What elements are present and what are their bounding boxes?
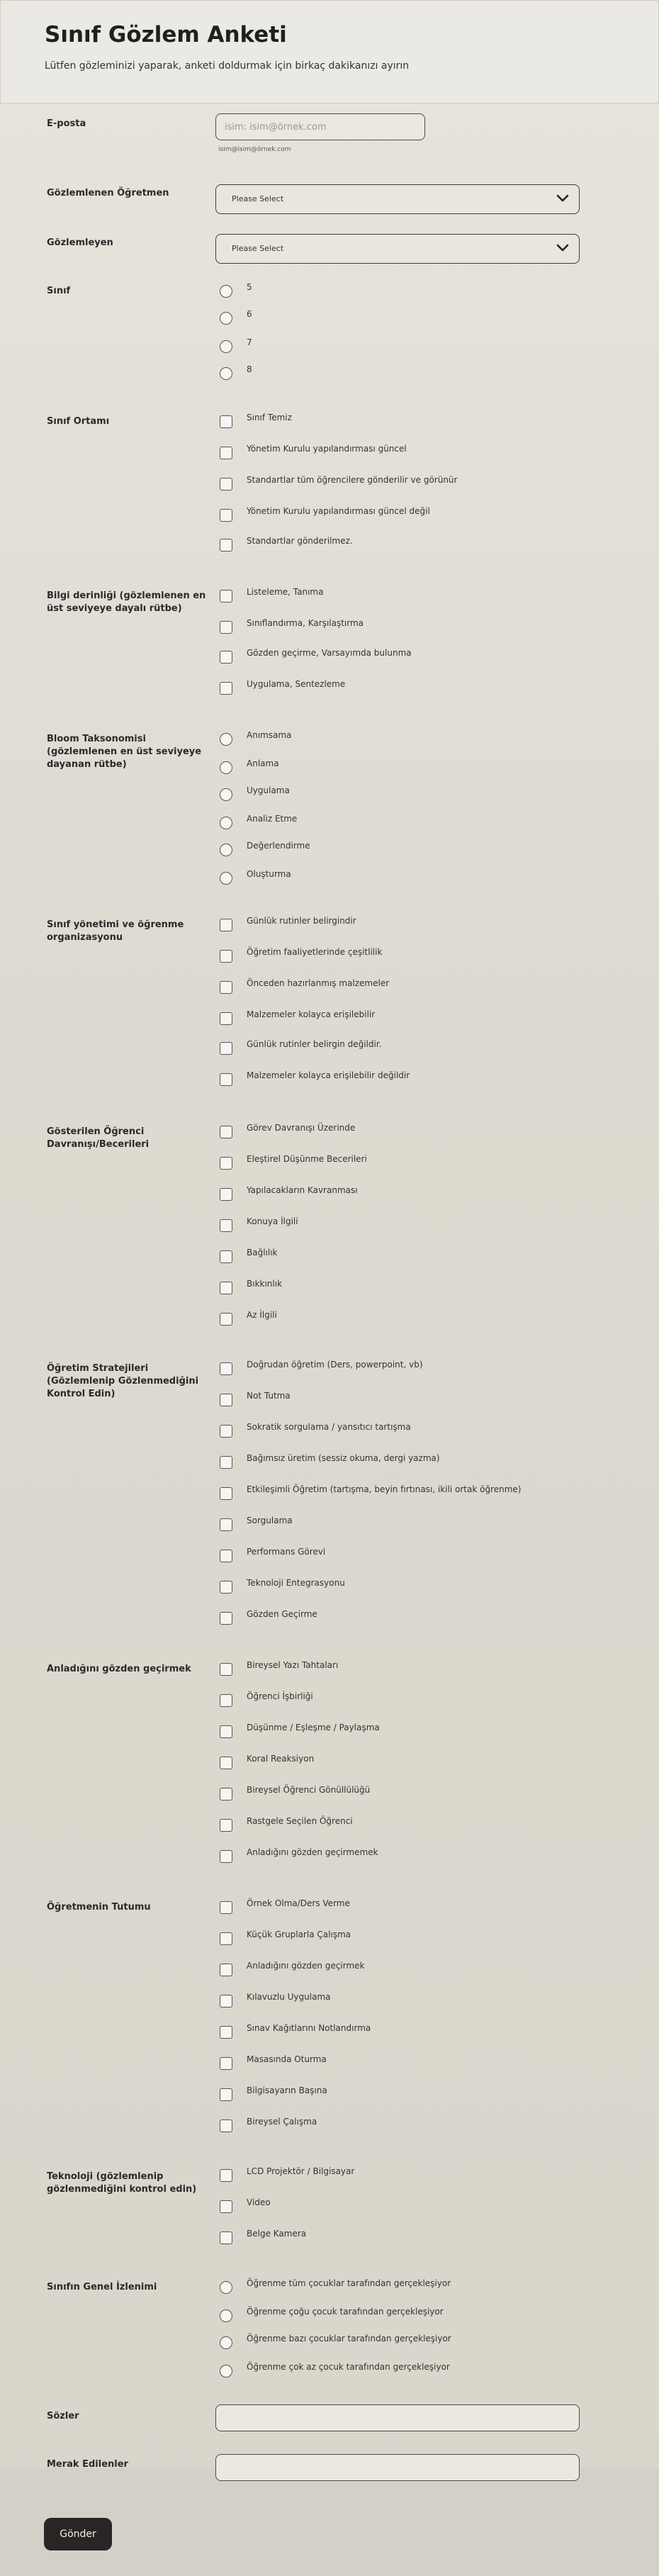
curious-label: Merak Edilenler [47, 2459, 128, 2470]
checkbox[interactable] [220, 1819, 232, 1832]
radio-button[interactable] [220, 367, 232, 380]
comments-label: Sözler [47, 2411, 79, 2421]
checkbox[interactable] [220, 1219, 232, 1232]
observed-teacher-value: Please Select [232, 194, 284, 203]
radio-button[interactable] [220, 817, 232, 829]
checkbox[interactable] [220, 919, 232, 931]
checkbox[interactable] [220, 1126, 232, 1138]
observer-label: Gözlemleyen [47, 237, 113, 248]
checkbox[interactable] [220, 682, 232, 695]
checkbox[interactable] [220, 590, 232, 603]
checkbox[interactable] [220, 981, 232, 994]
form-title: Sınıf Gözlem Anketi [45, 22, 287, 47]
checkbox[interactable] [220, 509, 232, 522]
radio-button[interactable] [220, 312, 232, 325]
checkbox[interactable] [220, 447, 232, 459]
radio-button[interactable] [220, 285, 232, 298]
radio-button[interactable] [220, 2365, 232, 2378]
checkbox[interactable] [220, 539, 232, 551]
checkbox[interactable] [220, 651, 232, 663]
checkbox[interactable] [220, 2231, 232, 2244]
checkbox[interactable] [220, 950, 232, 963]
form-description: Lütfen gözleminizi yaparak, anketi doldurmak için birkaç dakikanızı ayırın [45, 60, 410, 72]
observer-value: Please Select [232, 244, 284, 253]
checkbox[interactable] [220, 1518, 232, 1531]
radio-button[interactable] [220, 340, 232, 353]
curious-input[interactable] [215, 2454, 580, 2481]
checkbox[interactable] [220, 1964, 232, 1976]
checkbox[interactable] [220, 1788, 232, 1801]
checkbox[interactable] [220, 1487, 232, 1500]
checkbox[interactable] [220, 1250, 232, 1263]
technology-label: Teknoloji (gözlemlenip gözlenmediğini kontrol edin) [47, 2171, 197, 2195]
checkbox[interactable] [220, 1313, 232, 1326]
checkbox[interactable] [220, 1725, 232, 1738]
email-input[interactable] [215, 113, 425, 140]
chevron-down-icon [556, 243, 569, 253]
observer-select[interactable] [215, 234, 580, 264]
checkbox[interactable] [220, 1073, 232, 1086]
teacher-attitude-label: Öğretmenin Tutumu [47, 1902, 151, 1913]
email-sublabel: isim@isim@örnek.com [218, 146, 291, 153]
checkbox[interactable] [220, 1425, 232, 1438]
submit-button[interactable]: Gönder [44, 2518, 112, 2550]
class-mgmt-label: Sınıf yönetimi ve öğrenme organizasyonu [47, 919, 184, 943]
radio-button[interactable] [220, 788, 232, 801]
email-label: E-posta [47, 118, 86, 129]
checkbox[interactable] [220, 1694, 232, 1707]
radio-button[interactable] [220, 872, 232, 885]
observed-teacher-select[interactable] [215, 184, 580, 214]
checkbox[interactable] [220, 1456, 232, 1469]
chevron-down-icon [556, 194, 569, 203]
checkbox[interactable] [220, 1042, 232, 1055]
checkbox[interactable] [220, 1157, 232, 1170]
checkbox[interactable] [220, 1612, 232, 1625]
radio-button[interactable] [220, 844, 232, 856]
radio-button[interactable] [220, 2309, 232, 2322]
checkbox[interactable] [220, 2119, 232, 2132]
radio-button[interactable] [220, 2281, 232, 2294]
checkbox[interactable] [220, 1995, 232, 2007]
form-page: Sınıf Gözlem Anketi Lütfen gözleminizi yaparak, anketi doldurmak için birkaç dakikanızı ayırın E-posta isim: isim@örnek.com isim@isim@örnek.com Gözlemlenen Öğretmen Please Select Gözlemleyen Please Select Sınıf 5 6 7 8 Sınıf Ortamı Sınıf Temiz Yönetim Kurulu yapılandırması güncel Standartlar tüm öğrencilere gönderilir ve görünür Yönetim Kurulu yapılandırması güncel değil Standartlar gönderilmez. Bilgi derinliği (gözlemlenen en üst seviyeye dayalı rütbe) Listeleme, Tanıma Sınıflandırma, Karşılaştırma Gözden geçirme, Varsayımda bulunma Uygulama, Sentezleme Bloom Taksonomisi (gözlemlenen en üst seviyeye dayanan rütbe) Anımsama Anlama Uygulama Analiz Etme Değerlendirme Oluşturma Sınıf yönetimi ve öğrenme organizasyonu Günlük rutinler belirgindir Öğretim faaliyetlerinde çeşitlilik Önceden hazırlanmış malzemeler Malzemeler kolayca erişilebilir Günlük rutinler belirgin değildir. Malzemeler kolayca erişilebilir değildir Gösterilen Öğrenci Davranışı/Becerileri Görev Davranışı Üzerinde Eleştirel Düşünme Becerileri Yapılacakların Kavranması Konuya İlgili Bağlılık Bıkkınlık Az İlgili Öğretim Stratejileri (Gözlemlenip Gözlenmediğini Kontrol Edin) Doğrudan öğretim (Ders, powerpoint, vb) Not Tutma Sokratik sorgulama / yansıtıcı tartışma Bağımsız üretim (sessiz okuma, dergi yazma) Etkileşimli Öğretim (tartışma, beyin fırtınası, ikili ortak öğrenme) Sorgulama Performans Görevi Teknoloji Entegrasyonu Gözden Geçirme Anladığını gözden geçirmek Bireysel Yazı Tahtaları Öğrenci İşbirliği Düşünme / Eşleşme / Paylaşma Koral Reaksiyon Bireysel Öğrenci Gönüllülüğü Rastgele Seçilen Öğrenci Anladığını gözden geçirmemek Öğretmenin Tutumu Örnek Olma/Ders Verme Küçük Gruplarla Çalışma Anladığını gözden geçirmek Kılavuzlu Uygulama Sınav Kağıtlarını Notlandırma Masasında Oturma Bilgisayarın Başına Bireysel Çalışma Teknoloji (gözlemlenip gözlenmediğini kontrol edin) LCD Projektör / Bilgisayar Video Belge Kamera Sınıfın Genel İzlenimi Öğrenme tüm çocuklar tarafından gerçekleşiyor Öğrenme çoğu çocuk tarafından gerçekleşiyor Öğrenme bazı çocuklar tarafından gerçekleşiyor Öğrenme çok az çocuk tarafından gerçekleşiyor Sözler Merak Edilenler Gönder [0, 0, 659, 2576]
student-behavior-label: Gösterilen Öğrenci Davranışı/Becerileri [47, 1126, 150, 1150]
checkbox[interactable] [220, 1394, 232, 1406]
checkbox[interactable] [220, 1932, 232, 1945]
checkbox[interactable] [220, 1901, 232, 1914]
knowledge-depth-label: Bilgi derinliği (gözlemlenen en üst seviyeye dayalı rütbe) [47, 590, 206, 614]
checkbox[interactable] [220, 478, 232, 491]
checkbox[interactable] [220, 1550, 232, 1562]
checkbox[interactable] [220, 2026, 232, 2039]
checkbox[interactable] [220, 2057, 232, 2070]
grade-label: Sınıf [47, 286, 71, 296]
radio-button[interactable] [220, 761, 232, 774]
strategies-label: Öğretim Stratejileri (Gözlemlenip Gözlenmediğini Kontrol Edin) [47, 1363, 199, 1399]
checkbox[interactable] [220, 1362, 232, 1375]
radio-button[interactable] [220, 2336, 232, 2349]
checkbox[interactable] [220, 1850, 232, 1863]
checkbox[interactable] [220, 621, 232, 634]
checkbox[interactable] [220, 1188, 232, 1201]
checkbox[interactable] [220, 1581, 232, 1594]
bloom-label: Bloom Taksonomisi (gözlemlenen en üst seviyeye dayanan rütbe) [47, 734, 202, 770]
checkbox[interactable] [220, 1282, 232, 1294]
classroom-env-label: Sınıf Ortamı [47, 416, 110, 427]
checkbox[interactable] [220, 2088, 232, 2101]
comments-input[interactable] [215, 2404, 580, 2431]
checkbox[interactable] [220, 2200, 232, 2213]
general-label: Sınıfın Genel İzlenimi [47, 2282, 157, 2292]
review-label: Anladığını gözden geçirmek [47, 1664, 191, 1674]
checkbox[interactable] [220, 1012, 232, 1025]
checkbox[interactable] [220, 1663, 232, 1676]
radio-button[interactable] [220, 733, 232, 746]
form-header [0, 0, 659, 103]
checkbox[interactable] [220, 2169, 232, 2182]
checkbox[interactable] [220, 1757, 232, 1769]
observed-teacher-label: Gözlemlenen Öğretmen [47, 188, 169, 198]
checkbox[interactable] [220, 415, 232, 428]
